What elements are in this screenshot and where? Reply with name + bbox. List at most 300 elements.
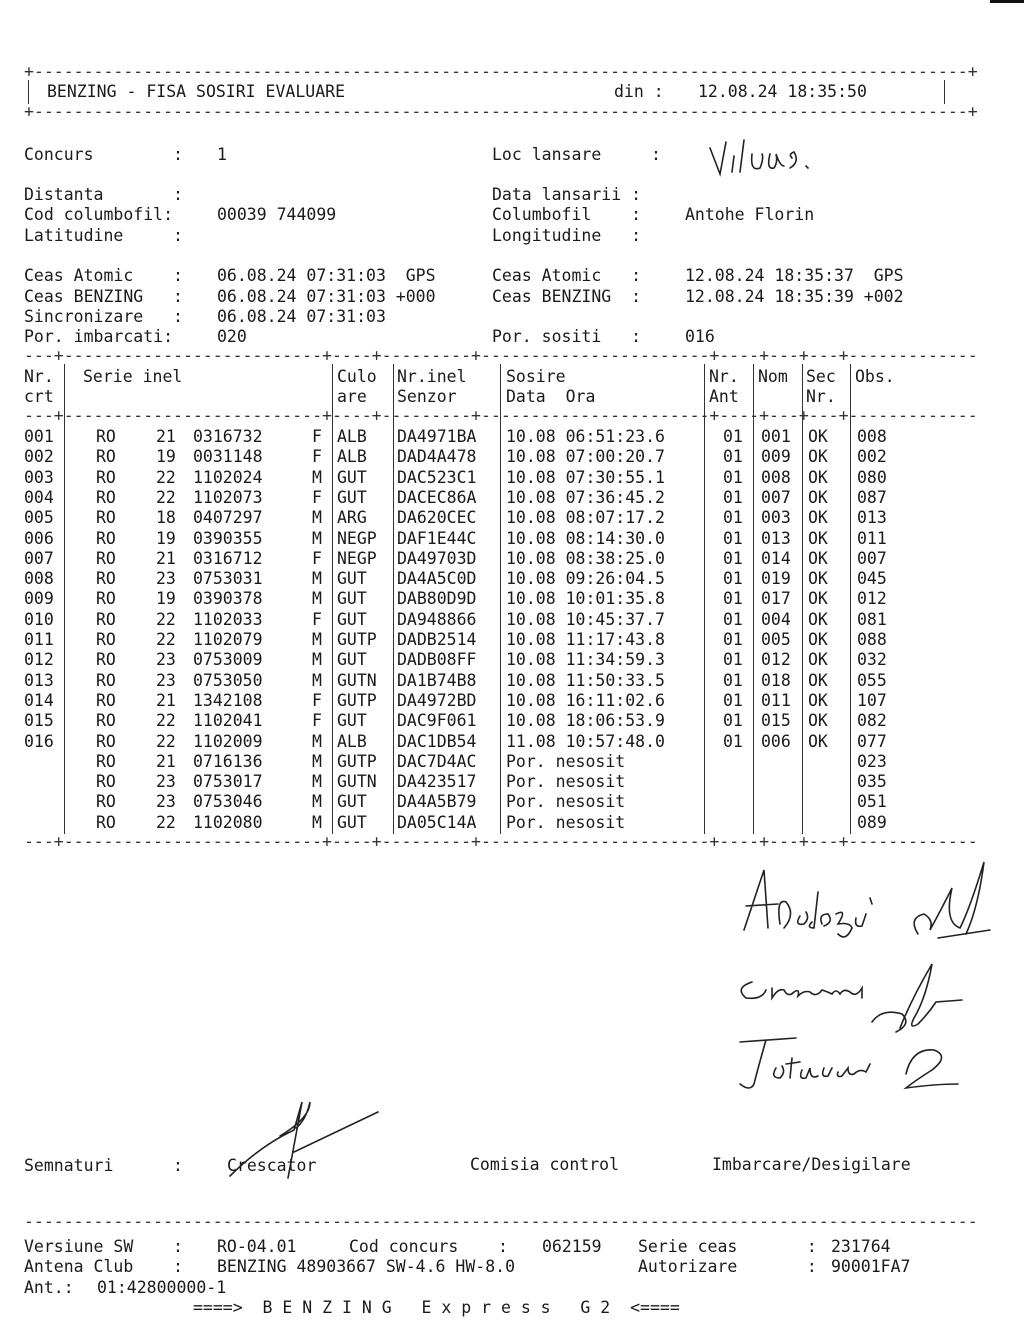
serie-ceas-label: Serie ceas : (638, 1237, 817, 1256)
cell-nr-inel-senzor: DACEC86A (397, 487, 477, 507)
cell-nr-ant: 01 (723, 690, 743, 710)
comisia-control-label: Comisia control (470, 1155, 620, 1174)
cell-inel: 0031148 (193, 447, 263, 467)
cell-nr-ant: 01 (723, 487, 743, 507)
left-ceas-benzing-label: Ceas BENZING : (24, 287, 183, 306)
cell-sex: M (312, 467, 322, 487)
cell-tara: RO (96, 772, 116, 792)
cell-inel: 1102079 (193, 630, 263, 649)
cell-nom: 017 (761, 589, 791, 609)
cell-an: 21 (156, 548, 176, 568)
cell-nom: 018 (761, 670, 791, 690)
cell-culoare: GUT (337, 609, 367, 629)
cell-tara: RO (96, 731, 116, 751)
cell-nr-ant: 01 (723, 650, 743, 670)
cell-obs: 051 (857, 792, 887, 812)
cell-sec-nr: OK (808, 609, 828, 629)
cod-concurs-value: 062159 (542, 1237, 602, 1256)
cell-nr-inel-senzor: DAC7D4AC (397, 751, 477, 771)
cell-sosire: 10.08 07:00:20.7 (506, 447, 665, 467)
cell-culoare: NEGP (337, 528, 377, 548)
cell-nr-ant: 01 (723, 528, 743, 548)
cell-obs: 107 (857, 690, 887, 710)
cell-inel: 0407297 (193, 508, 263, 528)
cell-nr-inel-senzor: DA620CEC (397, 508, 477, 528)
signature-abalasu (738, 858, 998, 952)
cell-inel: 1102009 (193, 731, 263, 751)
cell-obs: 007 (857, 548, 887, 568)
cell-nr-ant: 01 (723, 447, 743, 467)
cell-nr-inel-senzor: DA423517 (397, 772, 477, 792)
columbofil-label: Columbofil : (492, 205, 642, 224)
cell-nom: 009 (761, 447, 791, 467)
cell-culoare: GUT (337, 792, 367, 812)
crescator-label: Crescator (227, 1156, 317, 1175)
cell-tara: RO (96, 569, 116, 589)
cod-columbofil-value: 00039 744099 (217, 205, 337, 224)
loc-lansare-label: Loc lansare : (492, 145, 661, 164)
cell-nr-crt: 006 (24, 528, 54, 548)
header-left-border (28, 80, 29, 104)
cell-sex: M (312, 792, 322, 812)
cell-nr-crt: 001 (24, 427, 54, 446)
cell-sec-nr: OK (808, 528, 828, 548)
col-divider (704, 364, 705, 834)
cell-culoare: ALB (337, 447, 367, 467)
cell-obs: 080 (857, 467, 887, 487)
cell-an: 23 (156, 569, 176, 589)
cell-sosire: Por. nesosit (506, 792, 626, 812)
data-lansarii-label: Data lansarii : (492, 185, 642, 204)
imbarcare-desigilare-label: Imbarcare/Desigilare (712, 1155, 911, 1174)
cell-nr-inel-senzor: DA49703D (397, 548, 477, 568)
table-bottom-border: ---+--------------------------+----+---------+-----------------------+----+---+---+------------- (24, 832, 978, 851)
serie-ceas-value: 231764 (831, 1237, 891, 1256)
cell-inel: 0316732 (193, 427, 263, 446)
cell-sec-nr: OK (808, 548, 828, 568)
cell-nr-inel-senzor: DAF1E44C (397, 528, 477, 548)
cell-inel: 0390355 (193, 528, 263, 548)
cell-inel: 1102080 (193, 812, 263, 832)
header-nrinel-2: Senzor (397, 387, 457, 406)
cell-sex: M (312, 670, 322, 690)
col-divider (393, 364, 394, 834)
col-divider (753, 364, 754, 834)
header-nr: Nr. (24, 367, 54, 386)
cell-culoare: GUT (337, 569, 367, 589)
cell-inel: 0753031 (193, 569, 263, 589)
columbofil-value: Antohe Florin (685, 205, 815, 224)
cell-culoare: GUTP (337, 751, 377, 771)
cell-nr-crt: 004 (24, 487, 54, 507)
por-sositi-label: Por. sositi : (492, 327, 642, 346)
cell-sosire: 10.08 08:38:25.0 (506, 548, 665, 568)
cell-sex: M (312, 508, 322, 528)
cell-nr-crt: 014 (24, 690, 54, 710)
cell-an: 22 (156, 487, 176, 507)
cell-an: 21 (156, 751, 176, 771)
cell-sosire: 10.08 11:34:59.3 (506, 650, 665, 670)
header-right-border (944, 80, 945, 104)
cell-nom: 001 (761, 427, 791, 446)
cell-nr-inel-senzor: DA4A5B79 (397, 792, 477, 812)
cell-an: 19 (156, 447, 176, 467)
col-divider (64, 364, 65, 834)
concurs-label: Concurs : (24, 145, 183, 164)
table-header-border: ---+--------------------------+----+---------+-----------------------+----+---+---+------------- (24, 406, 978, 425)
cell-tara: RO (96, 427, 116, 446)
cell-an: 23 (156, 650, 176, 670)
cell-sosire: 10.08 16:11:02.6 (506, 690, 665, 710)
longitudine-label: Longitudine : (492, 226, 642, 245)
cell-sex: M (312, 731, 322, 751)
cell-sosire: 10.08 11:17:43.8 (506, 630, 665, 649)
scan-edge-mark (990, 0, 1024, 3)
cell-inel: 1102073 (193, 487, 263, 507)
cell-sec-nr: OK (808, 508, 828, 528)
cell-nr-ant: 01 (723, 630, 743, 649)
cell-tara: RO (96, 528, 116, 548)
cod-columbofil-label: Cod columbofil: (24, 205, 174, 224)
cell-nr-ant: 01 (723, 427, 743, 446)
cell-sex: M (312, 751, 322, 771)
cell-nr-crt: 011 (24, 630, 54, 649)
left-ceas-benzing-value: 06.08.24 07:31:03 +000 (217, 287, 436, 306)
latitudine-label: Latitudine : (24, 226, 183, 245)
cell-obs: 011 (857, 528, 887, 548)
cell-inel: 0753017 (193, 772, 263, 792)
cell-nr-ant: 01 (723, 467, 743, 487)
cell-sec-nr: OK (808, 670, 828, 690)
cell-nr-ant: 01 (723, 589, 743, 609)
cell-tara: RO (96, 711, 116, 731)
right-ceas-benzing-value: 12.08.24 18:35:39 +002 (685, 287, 904, 306)
cell-sec-nr: OK (808, 630, 828, 649)
cell-nr-inel-senzor: DADB08FF (397, 650, 477, 670)
cell-nom: 014 (761, 548, 791, 568)
header-culoare-1: Culo (337, 367, 377, 386)
cell-nr-crt: 002 (24, 447, 54, 467)
cell-culoare: GUT (337, 467, 367, 487)
cell-culoare: GUT (337, 812, 367, 832)
cell-sex: F (312, 548, 322, 568)
semnaturi-label: Semnaturi : (24, 1156, 183, 1175)
cell-nr-inel-senzor: DAC523C1 (397, 467, 477, 487)
cell-sosire: 10.08 07:30:55.1 (506, 467, 665, 487)
signature-crescator (210, 1096, 390, 1190)
cell-sec-nr: OK (808, 487, 828, 507)
col-divider (332, 364, 333, 834)
cell-sec-nr: OK (808, 447, 828, 467)
cell-sex: M (312, 812, 322, 832)
header-serie-inel: Serie inel (83, 367, 183, 386)
header-crt: crt (24, 387, 54, 406)
cell-culoare: GUTN (337, 670, 377, 690)
right-ceas-atomic-value: 12.08.24 18:35:37 GPS (685, 266, 904, 285)
cell-nom: 003 (761, 508, 791, 528)
cell-an: 18 (156, 508, 176, 528)
cell-sec-nr: OK (808, 467, 828, 487)
cell-sosire: 10.08 09:26:04.5 (506, 569, 665, 589)
cell-nr-inel-senzor: DAD4A478 (397, 447, 477, 467)
cell-nr-ant: 01 (723, 548, 743, 568)
cell-tara: RO (96, 650, 116, 670)
cell-nom: 005 (761, 630, 791, 649)
autorizare-label: Autorizare : (638, 1257, 817, 1276)
cell-nom: 019 (761, 569, 791, 589)
por-sositi-value: 016 (685, 327, 715, 346)
versiune-sw-label: Versiune SW : (24, 1237, 183, 1256)
header-sosire-1: Sosire (506, 367, 566, 386)
print-date-value: 12.08.24 18:35:50 (698, 82, 867, 101)
cell-obs: 032 (857, 650, 887, 670)
cell-sec-nr: OK (808, 589, 828, 609)
cell-culoare: ALB (337, 731, 367, 751)
cell-tara: RO (96, 792, 116, 812)
cell-obs: 035 (857, 772, 887, 792)
header-bottom-border: +----------------------------------------------------------------------------------------------+ (24, 102, 978, 121)
cell-tara: RO (96, 467, 116, 487)
cell-tara: RO (96, 508, 116, 528)
cell-obs: 008 (857, 427, 887, 446)
cell-inel: 0753009 (193, 650, 263, 670)
table-top-border: ---+--------------------------+----+---------+-----------------------+----+---+---+------------- (24, 346, 978, 365)
cell-nr-inel-senzor: DA1B74B8 (397, 670, 477, 690)
cell-sec-nr: OK (808, 427, 828, 446)
header-top-border: +----------------------------------------------------------------------------------------------+ (24, 62, 978, 81)
cell-tara: RO (96, 609, 116, 629)
cell-obs: 088 (857, 630, 887, 649)
cell-sosire: Por. nesosit (506, 751, 626, 771)
left-ceas-atomic-label: Ceas Atomic : (24, 266, 183, 285)
cell-inel: 0753050 (193, 670, 263, 690)
cell-culoare: GUT (337, 589, 367, 609)
cell-culoare: GUT (337, 487, 367, 507)
cell-nom: 006 (761, 731, 791, 751)
cell-sex: M (312, 569, 322, 589)
cell-inel: 1342108 (193, 690, 263, 710)
cell-an: 23 (156, 772, 176, 792)
cell-obs: 087 (857, 487, 887, 507)
cell-nr-crt: 008 (24, 569, 54, 589)
cell-obs: 081 (857, 609, 887, 629)
signature-tataiam (736, 1028, 966, 1102)
header-nom: Nom (758, 367, 788, 386)
print-date-label: din : (614, 82, 664, 101)
cell-an: 19 (156, 528, 176, 548)
cell-nom: 004 (761, 609, 791, 629)
por-imbarcati-value: 020 (217, 327, 247, 346)
cell-obs: 089 (857, 812, 887, 832)
cell-an: 22 (156, 711, 176, 731)
cell-inel: 0753046 (193, 792, 263, 812)
cell-an: 22 (156, 630, 176, 649)
cell-nr-inel-senzor: DAC1DB54 (397, 731, 477, 751)
right-ceas-benzing-label: Ceas BENZING : (492, 287, 642, 306)
cell-sosire: Por. nesosit (506, 772, 626, 792)
cell-obs: 013 (857, 508, 887, 528)
cell-nr-ant: 01 (723, 609, 743, 629)
col-divider (500, 364, 501, 834)
cell-culoare: GUTP (337, 630, 377, 649)
cell-obs: 055 (857, 670, 887, 690)
cell-culoare: ALB (337, 427, 367, 446)
header-sec-2: Nr. (806, 387, 836, 406)
cell-sex: F (312, 447, 322, 467)
cell-nr-inel-senzor: DA948866 (397, 609, 477, 629)
cell-nr-inel-senzor: DA4972BD (397, 690, 477, 710)
cell-culoare: NEGP (337, 548, 377, 568)
cell-sex: F (312, 711, 322, 731)
header-obs: Obs. (855, 367, 895, 386)
cell-sec-nr: OK (808, 569, 828, 589)
cell-sex: M (312, 650, 322, 670)
cell-nr-crt: 015 (24, 711, 54, 731)
header-nrant-1: Nr. (709, 367, 739, 386)
cell-sex: M (312, 528, 322, 548)
cell-obs: 082 (857, 711, 887, 731)
cell-nr-ant: 01 (723, 508, 743, 528)
left-ceas-atomic-value: 06.08.24 07:31:03 GPS (217, 266, 436, 285)
header-nrant-2: Ant (709, 387, 739, 406)
cell-sosire: 10.08 07:36:45.2 (506, 487, 665, 507)
cell-sosire: Por. nesosit (506, 812, 626, 832)
document-title: BENZING - FISA SOSIRI EVALUARE (47, 82, 346, 101)
cell-an: 23 (156, 792, 176, 812)
cell-an: 22 (156, 609, 176, 629)
cod-concurs-label: Cod concurs : (349, 1237, 508, 1256)
cell-sex: F (312, 427, 322, 446)
header-sec-1: Sec (806, 367, 836, 386)
cell-obs: 012 (857, 589, 887, 609)
cell-inel: 1102041 (193, 711, 263, 731)
cell-an: 21 (156, 427, 176, 446)
cell-sex: M (312, 630, 322, 649)
cell-obs: 023 (857, 751, 887, 771)
ant-value: 01:42800000-1 (97, 1278, 227, 1297)
cell-tara: RO (96, 670, 116, 690)
cell-tara: RO (96, 690, 116, 710)
cell-inel: 0716136 (193, 751, 263, 771)
cell-inel: 0316712 (193, 548, 263, 568)
cell-nr-crt: 012 (24, 650, 54, 670)
cell-inel: 0390378 (193, 589, 263, 609)
cell-nr-inel-senzor: DAB80D9D (397, 589, 477, 609)
cell-sosire: 10.08 06:51:23.6 (506, 427, 665, 446)
sincronizare-label: Sincronizare : (24, 307, 183, 326)
col-divider (802, 364, 803, 834)
cell-sex: M (312, 589, 322, 609)
cell-inel: 1102024 (193, 467, 263, 487)
cell-obs: 002 (857, 447, 887, 467)
cell-tara: RO (96, 751, 116, 771)
cell-an: 23 (156, 670, 176, 690)
cell-an: 19 (156, 589, 176, 609)
cell-culoare: GUTN (337, 772, 377, 792)
cell-sosire: 10.08 11:50:33.5 (506, 670, 665, 690)
cell-an: 22 (156, 812, 176, 832)
cell-nr-crt: 016 (24, 731, 54, 751)
antena-club-label: Antena Club : (24, 1257, 183, 1276)
cell-nr-crt: 013 (24, 670, 54, 690)
cell-nr-inel-senzor: DADB2514 (397, 630, 477, 649)
cell-sex: M (312, 772, 322, 792)
cell-culoare: GUTP (337, 690, 377, 710)
concurs-value: 1 (217, 145, 227, 164)
cell-nr-inel-senzor: DAC9F061 (397, 711, 477, 731)
antena-club-value: BENZING 48903667 SW-4.6 HW-8.0 (217, 1257, 516, 1276)
cell-sosire: 10.08 18:06:53.9 (506, 711, 665, 731)
cell-sec-nr: OK (808, 731, 828, 751)
cell-nr-crt: 009 (24, 589, 54, 609)
cell-sosire: 10.08 08:07:17.2 (506, 508, 665, 528)
cell-sex: F (312, 690, 322, 710)
cell-nr-crt: 003 (24, 467, 54, 487)
cell-obs: 077 (857, 731, 887, 751)
benzing-express-banner: ====> B E N Z I N G E x p r e s s G 2 <==== (193, 1298, 680, 1317)
cell-nr-crt: 010 (24, 609, 54, 629)
cell-sec-nr: OK (808, 650, 828, 670)
cell-sex: F (312, 609, 322, 629)
cell-nom: 008 (761, 467, 791, 487)
versiune-sw-value: RO-04.01 (217, 1237, 297, 1256)
cell-sec-nr: OK (808, 711, 828, 731)
cell-culoare: GUT (337, 650, 367, 670)
cell-nom: 012 (761, 650, 791, 670)
cell-nr-crt: 007 (24, 548, 54, 568)
cell-nom: 013 (761, 528, 791, 548)
cell-obs: 045 (857, 569, 887, 589)
cell-tara: RO (96, 487, 116, 507)
cell-nr-inel-senzor: DA4971BA (397, 427, 477, 446)
col-divider (850, 364, 851, 834)
cell-nr-inel-senzor: DA05C14A (397, 812, 477, 832)
cell-culoare: GUT (337, 711, 367, 731)
cell-inel: 1102033 (193, 609, 263, 629)
footer-separator: ------------------------------------------------------------------------------------------------ (24, 1212, 978, 1231)
cell-nom: 015 (761, 711, 791, 731)
cell-an: 22 (156, 467, 176, 487)
cell-nr-ant: 01 (723, 670, 743, 690)
cell-nom: 007 (761, 487, 791, 507)
cell-tara: RO (96, 447, 116, 467)
header-culoare-2: are (337, 387, 367, 406)
cell-sosire: 11.08 10:57:48.0 (506, 731, 665, 751)
cell-tara: RO (96, 548, 116, 568)
cell-tara: RO (96, 589, 116, 609)
cell-culoare: ARG (337, 508, 367, 528)
cell-sosire: 10.08 08:14:30.0 (506, 528, 665, 548)
right-ceas-atomic-label: Ceas Atomic : (492, 266, 642, 285)
autorizare-value: 90001FA7 (831, 1257, 911, 1276)
header-nrinel-1: Nr.inel (397, 367, 467, 386)
cell-sosire: 10.08 10:01:35.8 (506, 589, 665, 609)
cell-tara: RO (96, 630, 116, 649)
ant-label: Ant.: (24, 1278, 74, 1297)
cell-nr-ant: 01 (723, 731, 743, 751)
cell-nr-inel-senzor: DA4A5C0D (397, 569, 477, 589)
sincronizare-value: 06.08.24 07:31:03 (217, 307, 386, 326)
distanta-label: Distanta : (24, 185, 183, 204)
header-sosire-2: Data Ora (506, 387, 596, 406)
cell-sex: F (312, 487, 322, 507)
cell-sec-nr: OK (808, 690, 828, 710)
por-imbarcati-label: Por. imbarcati: (24, 327, 174, 346)
loc-lansare-handwritten (704, 128, 854, 188)
cell-an: 22 (156, 731, 176, 751)
cell-nr-ant: 01 (723, 711, 743, 731)
cell-tara: RO (96, 812, 116, 832)
